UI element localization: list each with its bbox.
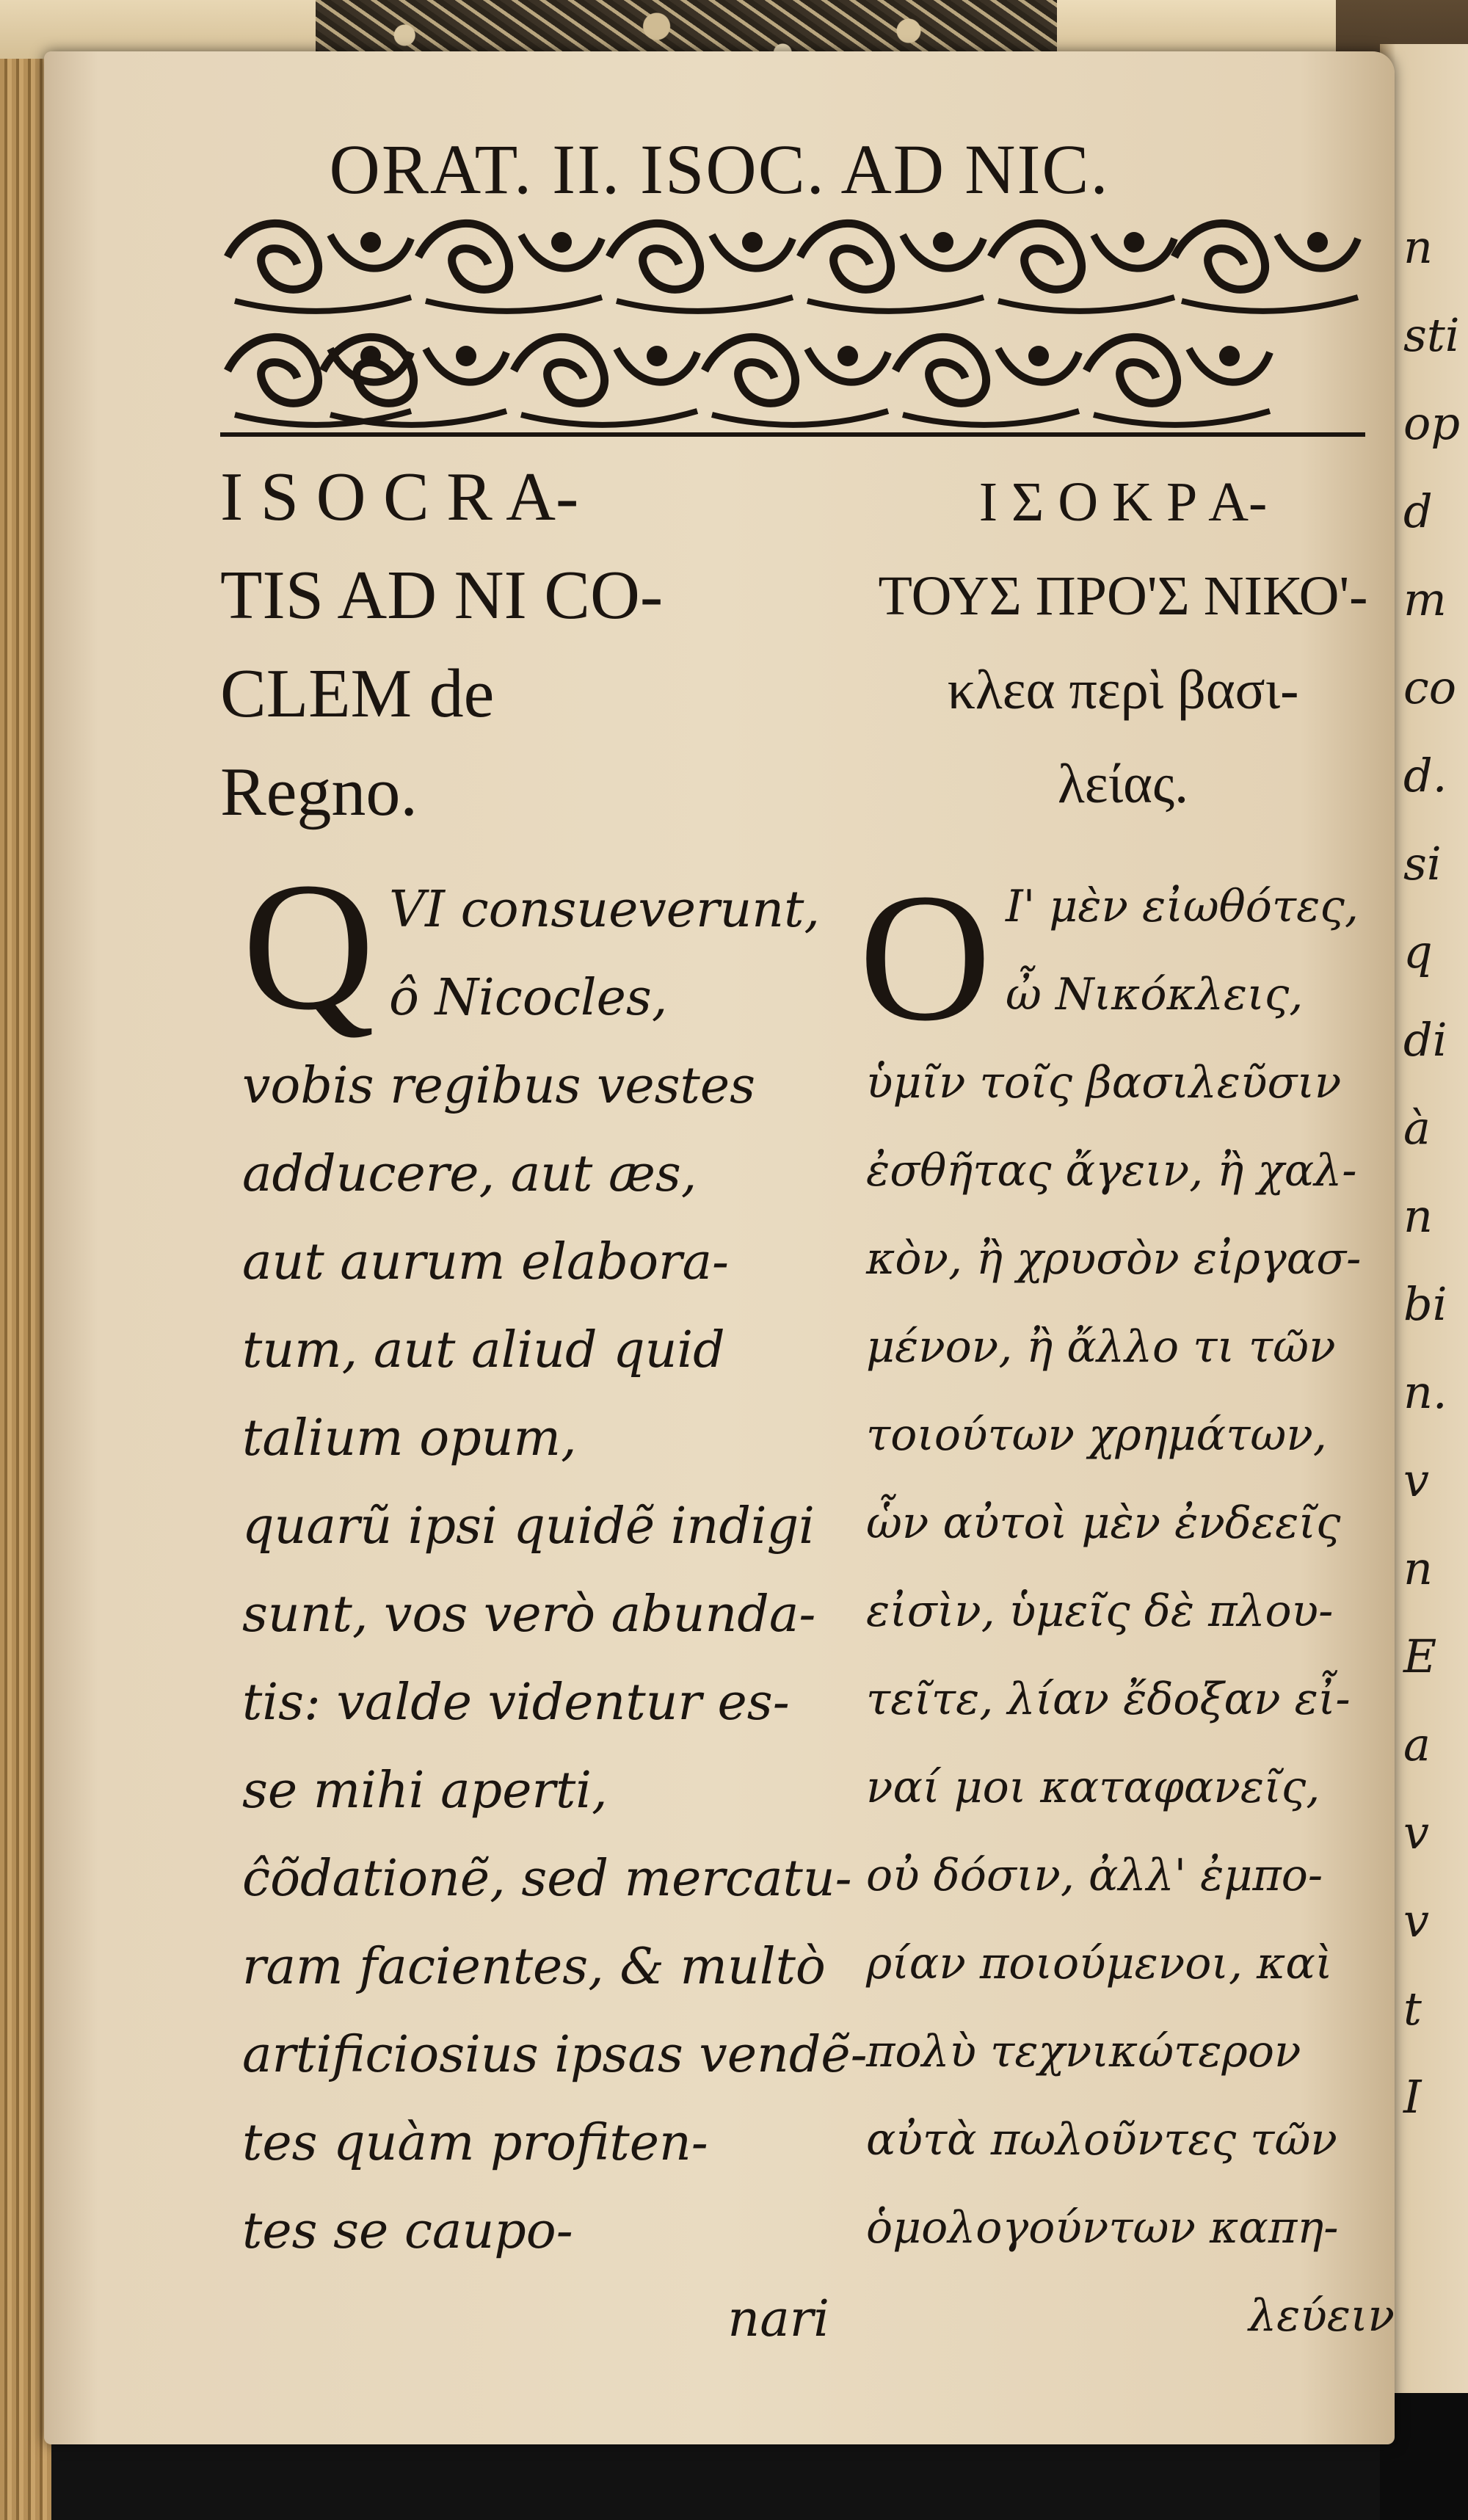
facing-page-fragment: a xyxy=(1403,1718,1431,1771)
facing-page-fragment: op xyxy=(1403,396,1461,450)
latin-text-line: quarũ ipsi quidẽ indigi xyxy=(242,1497,815,1555)
facing-page-fragment: bi xyxy=(1403,1277,1447,1331)
greek-text-line: ἐσθῆτας ἄγειν, ἢ χαλ- xyxy=(866,1145,1357,1197)
greek-text-line: οὐ δόσιν, ἀλλ' ἐμπο- xyxy=(866,1850,1323,1901)
greek-text-line: ὧν αὐτοὶ μὲν ἐνδεεῖς xyxy=(866,1497,1341,1549)
greek-text-line: τοιούτων χρημάτων, xyxy=(866,1409,1327,1461)
latin-drop-cap: Q xyxy=(242,845,375,1048)
latin-text-line: VI consueverunt, xyxy=(389,881,821,939)
latin-text-line: ĉõdationẽ, sed mercatu- xyxy=(242,1850,852,1908)
greek-title-line: κλεα περὶ βασι- xyxy=(947,659,1299,721)
facing-page-fragment: v xyxy=(1403,1894,1430,1947)
greek-drop-cap: O xyxy=(859,856,992,1059)
latin-text-line: ram facientes, & multò xyxy=(242,1938,826,1996)
facing-page-fragment: q xyxy=(1403,925,1433,978)
greek-text-line: ὦ Νικόκλεις, xyxy=(1006,969,1304,1020)
facing-page-fragment: E xyxy=(1403,1630,1437,1683)
greek-text-line: ὑμῖν τοῖς βασιλεῦσιν xyxy=(866,1057,1342,1108)
facing-page-fragment: à xyxy=(1403,1101,1431,1155)
facing-page-fragment: n xyxy=(1403,1542,1433,1595)
facing-page-fragment: si xyxy=(1403,837,1442,890)
greek-text-line: μένον, ἢ ἄλλο τι τῶν xyxy=(866,1321,1336,1373)
greek-text-line: Ι' μὲν εἰωθότες, xyxy=(1006,881,1359,932)
latin-text-line: tis: valde videntur es- xyxy=(242,1674,790,1732)
greek-text-line: ὁμολογούντων καπη- xyxy=(866,2202,1339,2254)
facing-page-fragment: m xyxy=(1403,573,1447,626)
facing-page-fragment: v xyxy=(1403,1453,1430,1507)
running-header: ORAT. II. ISOC. AD NIC. xyxy=(329,130,1110,208)
latin-title-line: CLEM de xyxy=(220,656,495,732)
greek-title-line: Ι Σ Ο Κ Ρ Α- xyxy=(978,471,1268,533)
facing-page-fragment: n xyxy=(1403,220,1433,274)
facing-page-fragment: I xyxy=(1403,2070,1422,2124)
greek-text-line: εἰσὶν, ὑμεῖς δὲ πλου- xyxy=(866,1586,1334,1637)
facing-page-fragment: d. xyxy=(1403,749,1447,802)
latin-text-line: artificiosius ipsas vendẽ- xyxy=(242,2026,868,2084)
latin-title-line: Regno. xyxy=(220,754,418,830)
greek-text-line: λεύειν xyxy=(1249,2290,1395,2342)
facing-page-fragment: n xyxy=(1403,1189,1433,1243)
greek-text-line: ναί μοι καταφανεῖς, xyxy=(866,1762,1320,1813)
latin-title-line: I S O C R A- xyxy=(220,459,579,535)
latin-title-line: TIS AD NI CO- xyxy=(220,557,664,633)
book-page xyxy=(44,51,1395,2444)
latin-text-line: tes quàm profiten- xyxy=(242,2114,708,2172)
ornamental-headpiece xyxy=(220,206,1365,440)
latin-text-line: talium opum, xyxy=(242,1409,577,1467)
latin-text-line: tum, aut aliud quid xyxy=(242,1321,725,1379)
facing-page-fragment: co xyxy=(1403,661,1457,714)
latin-text-line: ô Nicocles, xyxy=(389,969,668,1027)
facing-page-fragment: d xyxy=(1403,484,1433,538)
latin-text-line: sunt, vos verò abunda- xyxy=(242,1586,816,1644)
latin-text-line: vobis regibus vestes xyxy=(242,1057,756,1115)
facing-page-fragment: n. xyxy=(1403,1365,1447,1419)
latin-text-line: aut aurum elabora- xyxy=(242,1233,730,1291)
greek-title xyxy=(844,455,1402,831)
greek-title-line: ΤΟΥΣ ΠΡΟ'Σ ΝΙΚΟ'- xyxy=(878,565,1368,627)
latin-text-line: nari xyxy=(727,2290,829,2348)
latin-text-line: se mihi aperti, xyxy=(242,1762,608,1820)
latin-text-line: tes se caupo- xyxy=(242,2202,573,2260)
facing-page-fragment: v xyxy=(1403,1806,1430,1859)
greek-text-line: αὐτὰ πωλοῦντες τῶν xyxy=(866,2114,1337,2165)
greek-text-line: κὸν, ἢ χρυσὸν εἰργασ- xyxy=(866,1233,1362,1285)
latin-title xyxy=(220,448,851,841)
greek-title-line: λείας. xyxy=(1057,753,1189,815)
facing-page-fragment: di xyxy=(1403,1013,1447,1067)
greek-text-line: ρίαν ποιούμενοι, καὶ xyxy=(866,1938,1333,1989)
latin-text-line: adducere, aut æs, xyxy=(242,1145,697,1203)
greek-text-line: τεῖτε, λίαν ἔδοξαν εἶ- xyxy=(866,1674,1351,1725)
facing-page-fragment: t xyxy=(1403,1982,1422,2036)
facing-page-fragment: sti xyxy=(1403,308,1460,362)
greek-text-line: πολὺ τεχνικώτερον xyxy=(866,2026,1301,2077)
